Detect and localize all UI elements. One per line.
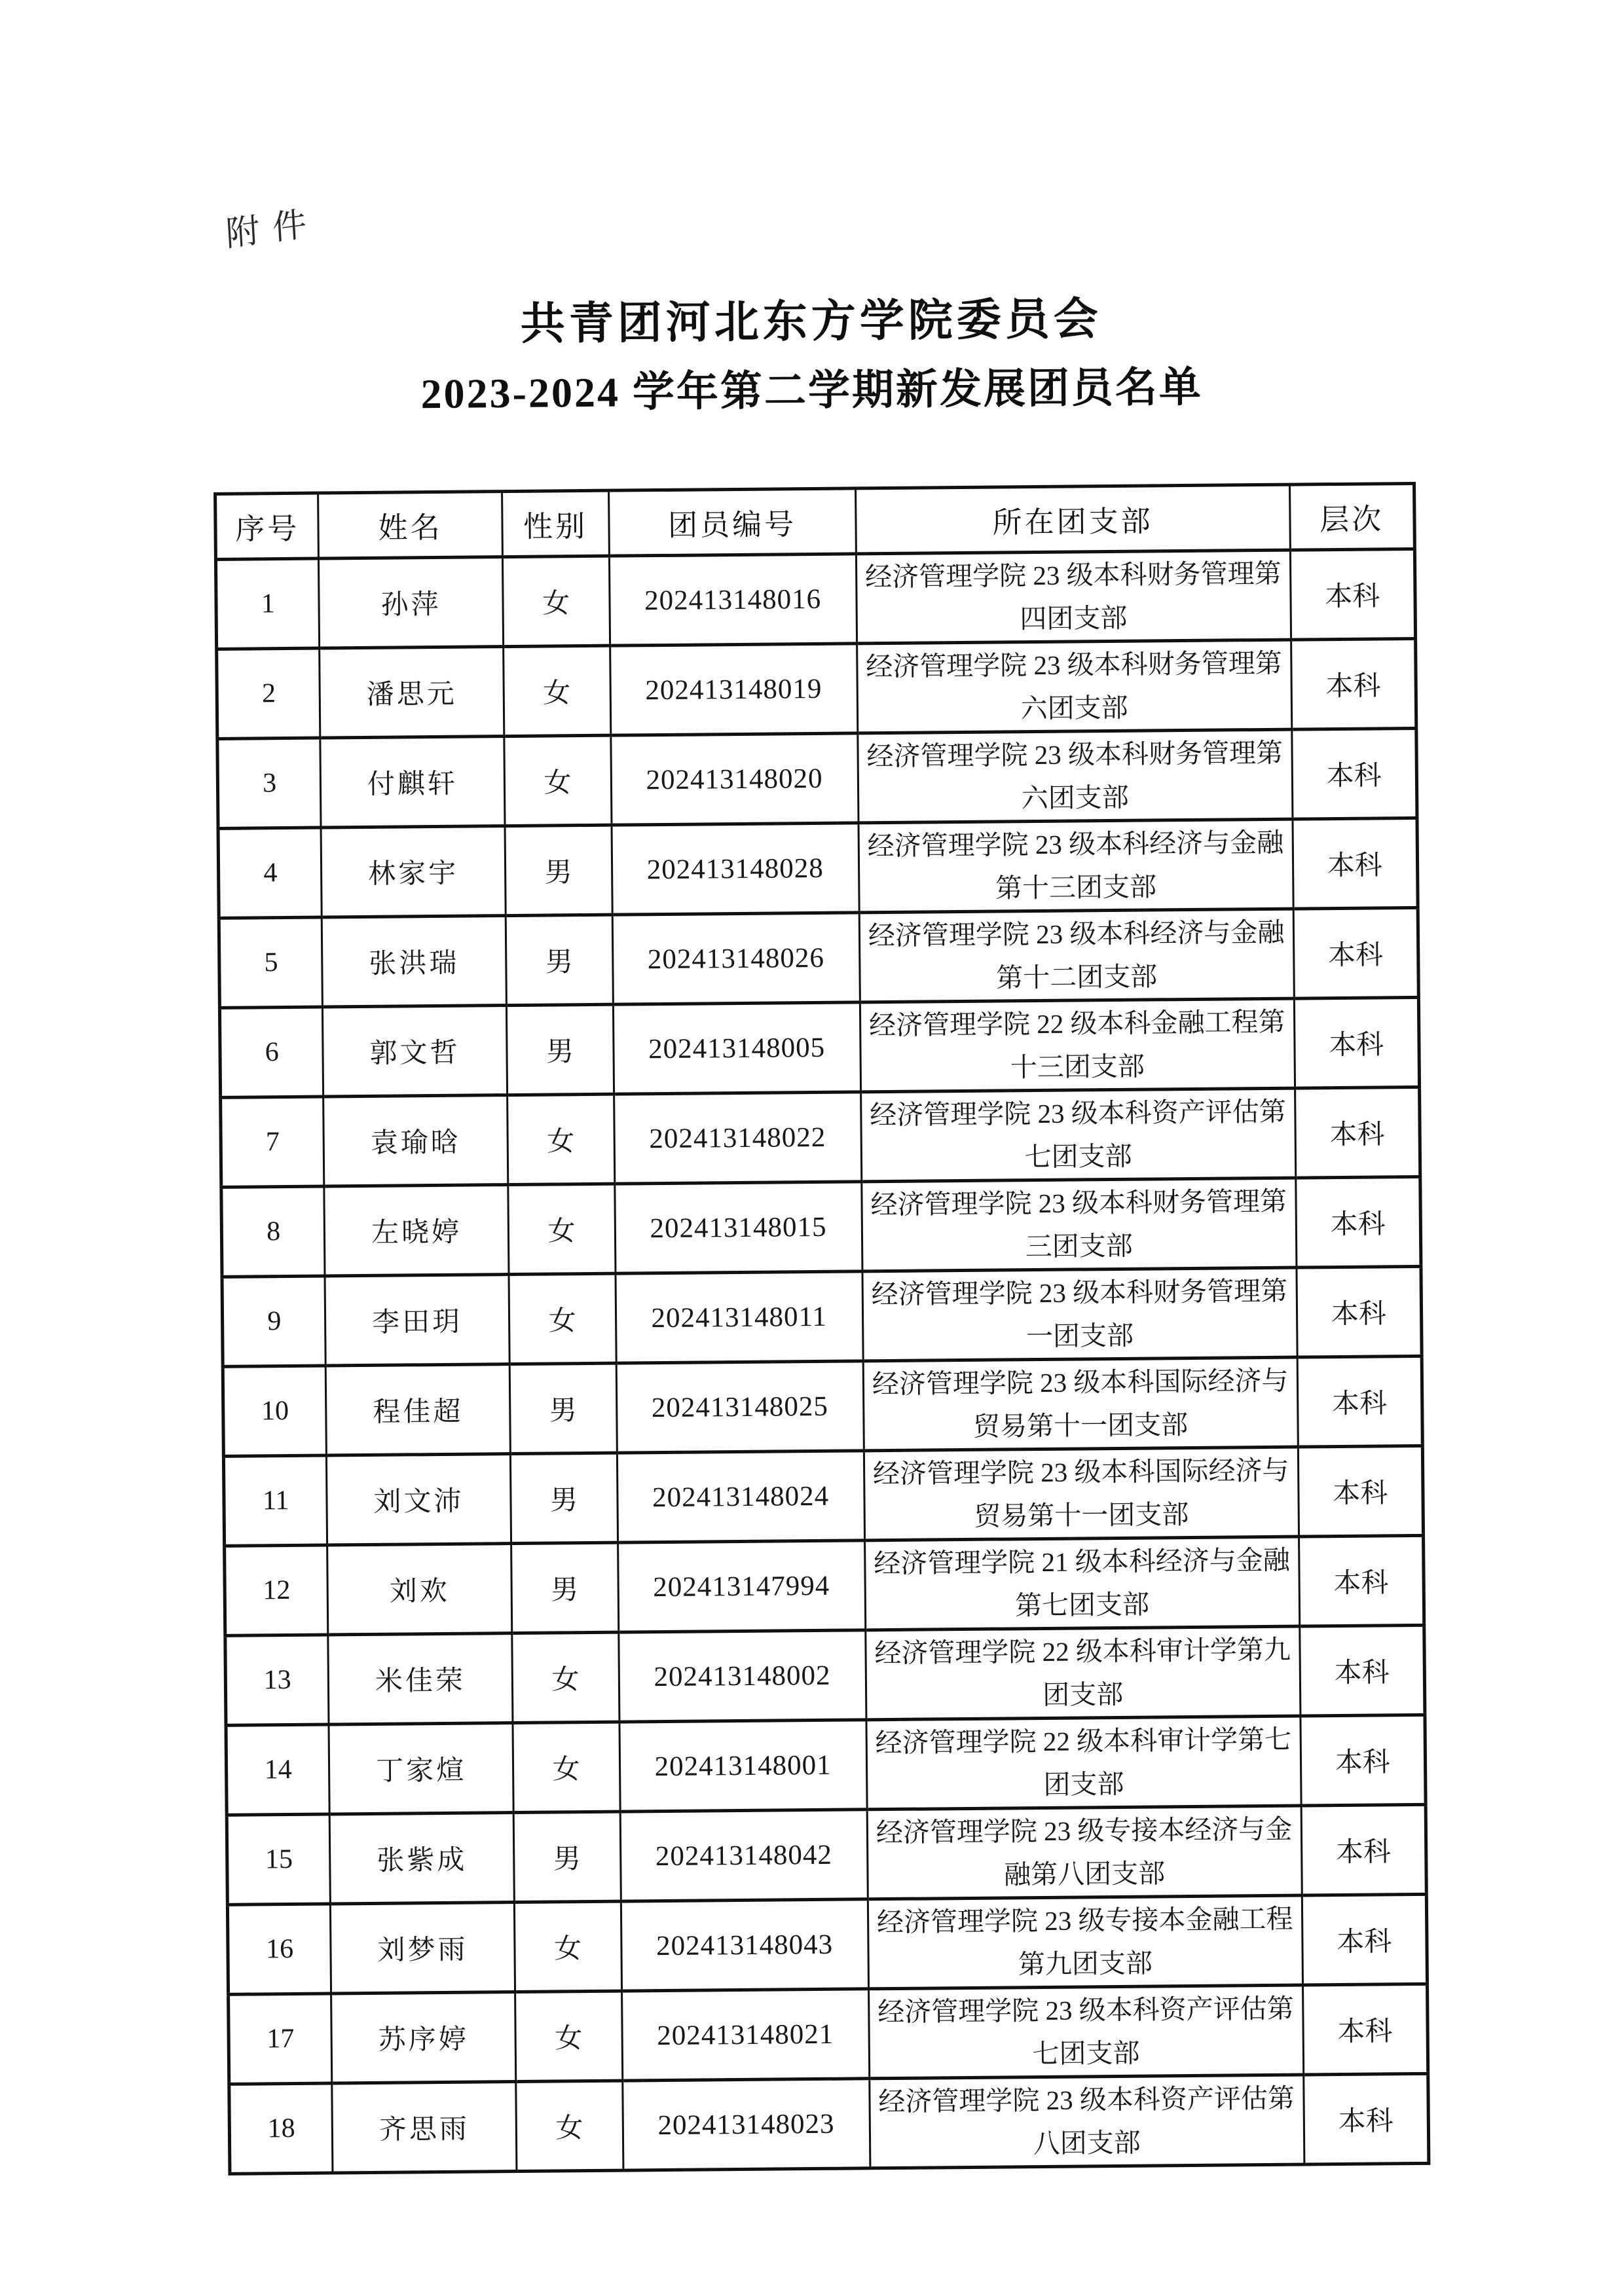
members-table xyxy=(213,482,1430,2176)
cell-branch: 经济管理学院 23 级本科国际经济与贸易第十一团支部 xyxy=(864,1447,1299,1540)
table-row xyxy=(225,1625,1425,1725)
cell-level: 本科 xyxy=(1299,1535,1424,1626)
cell-member-id: 202413148043 xyxy=(621,1899,868,1991)
cell-gender: 男 xyxy=(511,1542,618,1633)
cell-no: 7 xyxy=(221,1097,325,1187)
cell-member-id: 202413148002 xyxy=(618,1630,866,1722)
table-row xyxy=(217,638,1416,738)
cell-name: 李田玥 xyxy=(325,1275,509,1366)
cell-branch: 经济管理学院 22 级本科审计学第七团支部 xyxy=(866,1716,1301,1810)
column-header-member-id: 团员编号 xyxy=(608,488,856,556)
cell-name: 张紫成 xyxy=(330,1813,514,1904)
column-header-no: 序号 xyxy=(215,493,319,559)
cell-branch: 经济管理学院 23 级本科经济与金融第十三团支部 xyxy=(858,819,1293,913)
cell-level: 本科 xyxy=(1299,1625,1425,1716)
cell-member-id: 202413148016 xyxy=(609,554,857,646)
table-header-row xyxy=(215,483,1415,559)
cell-name: 程佳超 xyxy=(326,1364,510,1455)
cell-member-id: 202413148020 xyxy=(610,733,858,825)
cell-name: 苏序婷 xyxy=(331,1992,515,2083)
cell-gender: 男 xyxy=(510,1453,618,1543)
cell-no: 5 xyxy=(219,917,323,1008)
cell-gender: 男 xyxy=(513,1812,621,1902)
cell-no: 12 xyxy=(225,1545,329,1635)
cell-no: 14 xyxy=(226,1724,330,1815)
cell-branch: 经济管理学院 23 级本科资产评估第七团支部 xyxy=(860,1088,1295,1182)
document-subtitle: 2023-2024 学年第二学期新发展团员名单 xyxy=(420,363,1204,418)
cell-member-id: 202413148005 xyxy=(613,1002,860,1094)
cell-member-id: 202413148015 xyxy=(614,1182,862,1273)
cell-level: 本科 xyxy=(1297,1356,1423,1447)
cell-name: 孙萍 xyxy=(319,557,503,648)
cell-no: 9 xyxy=(222,1276,326,1366)
table-row xyxy=(229,2073,1429,2174)
attachment-label: 附件 xyxy=(225,204,321,254)
cell-branch: 经济管理学院 23 级本科财务管理第一团支部 xyxy=(862,1267,1297,1361)
cell-no: 8 xyxy=(221,1186,325,1277)
cell-branch: 经济管理学院 23 级本科财务管理第六团支部 xyxy=(858,729,1293,823)
cell-member-id: 202413148026 xyxy=(612,913,860,1004)
cell-gender: 女 xyxy=(503,646,610,736)
table-row xyxy=(221,1087,1420,1187)
cell-no: 18 xyxy=(229,2083,333,2174)
cell-name: 潘思元 xyxy=(320,647,504,738)
cell-name: 刘欢 xyxy=(327,1544,511,1635)
table-row xyxy=(222,1266,1422,1366)
cell-gender: 女 xyxy=(507,1094,614,1184)
cell-gender: 女 xyxy=(513,1722,620,1812)
table-row xyxy=(225,1535,1424,1635)
cell-name: 张洪瑞 xyxy=(322,916,506,1007)
cell-level: 本科 xyxy=(1293,818,1418,909)
cell-level: 本科 xyxy=(1290,549,1416,640)
cell-name: 林家宇 xyxy=(321,826,505,917)
table-row xyxy=(227,1894,1427,1994)
cell-member-id: 202413148001 xyxy=(619,1720,867,1812)
cell-member-id: 202413148042 xyxy=(620,1810,868,1901)
cell-level: 本科 xyxy=(1294,997,1420,1088)
cell-branch: 经济管理学院 23 级本科资产评估第七团支部 xyxy=(868,1985,1303,2079)
cell-name: 刘梦雨 xyxy=(331,1903,515,1994)
cell-level: 本科 xyxy=(1303,2073,1429,2164)
cell-branch: 经济管理学院 23 级本科资产评估第八团支部 xyxy=(869,2075,1304,2168)
table-row xyxy=(218,818,1418,918)
cell-no: 11 xyxy=(223,1455,327,1546)
table-row xyxy=(223,1446,1423,1546)
cell-level: 本科 xyxy=(1296,1266,1422,1357)
cell-name: 袁瑜晗 xyxy=(323,1095,507,1186)
cell-no: 1 xyxy=(215,558,320,649)
table-row xyxy=(221,1176,1421,1277)
cell-gender: 女 xyxy=(507,1184,615,1274)
table-row xyxy=(217,728,1417,828)
cell-branch: 经济管理学院 23 级本科国际经济与贸易第十一团支部 xyxy=(863,1357,1298,1451)
cell-gender: 女 xyxy=(502,556,610,646)
cell-name: 左晓婷 xyxy=(324,1185,508,1276)
table-row xyxy=(226,1715,1426,1815)
table-row xyxy=(223,1356,1422,1456)
table-row xyxy=(229,1984,1428,2084)
column-header-gender: 性别 xyxy=(502,490,609,556)
table-row xyxy=(219,907,1418,1008)
cell-level: 本科 xyxy=(1300,1715,1426,1806)
column-header-branch: 所在团支部 xyxy=(855,484,1290,554)
cell-no: 6 xyxy=(219,1007,323,1097)
cell-member-id: 202413148022 xyxy=(614,1092,861,1184)
cell-name: 郭文哲 xyxy=(323,1006,507,1097)
cell-branch: 经济管理学院 23 级本科经济与金融第十二团支部 xyxy=(859,909,1294,1002)
cell-level: 本科 xyxy=(1291,728,1417,819)
member-table-body xyxy=(215,549,1428,2174)
table-row xyxy=(215,549,1415,649)
cell-no: 3 xyxy=(217,738,322,828)
cell-member-id: 202413148023 xyxy=(622,2079,870,2170)
cell-member-id: 202413148011 xyxy=(616,1271,863,1363)
document-title-block xyxy=(206,291,1418,420)
cell-level: 本科 xyxy=(1302,1984,1428,2075)
cell-gender: 女 xyxy=(515,1991,622,2081)
cell-no: 2 xyxy=(217,648,321,738)
cell-gender: 男 xyxy=(505,825,612,915)
cell-name: 丁家煊 xyxy=(329,1723,513,1814)
cell-level: 本科 xyxy=(1295,1087,1420,1178)
cell-member-id: 202413148024 xyxy=(617,1451,864,1542)
cell-member-id: 202413147994 xyxy=(618,1540,865,1632)
cell-no: 13 xyxy=(225,1635,329,1725)
cell-no: 15 xyxy=(227,1814,331,1904)
cell-level: 本科 xyxy=(1291,638,1416,729)
cell-level: 本科 xyxy=(1302,1894,1428,1985)
cell-gender: 女 xyxy=(515,2081,623,2171)
cell-member-id: 202413148025 xyxy=(616,1361,864,1453)
cell-no: 17 xyxy=(229,1994,333,2084)
cell-no: 10 xyxy=(223,1366,327,1456)
cell-branch: 经济管理学院 23 级专接本经济与金融第八团支部 xyxy=(867,1806,1302,1899)
document-title: 共青团河北东方学院委员会 xyxy=(520,294,1103,349)
cell-no: 4 xyxy=(218,828,322,918)
cell-level: 本科 xyxy=(1293,907,1419,998)
cell-branch: 经济管理学院 23 级专接本金融工程第九团支部 xyxy=(868,1895,1302,1989)
cell-no: 16 xyxy=(227,1904,331,1994)
cell-member-id: 202413148021 xyxy=(621,1989,869,2081)
table-row xyxy=(227,1804,1426,1904)
cell-branch: 经济管理学院 22 级本科金融工程第十三团支部 xyxy=(860,998,1295,1092)
cell-gender: 男 xyxy=(509,1363,617,1453)
column-header-level: 层次 xyxy=(1289,483,1414,550)
cell-branch: 经济管理学院 23 级本科财务管理第三团支部 xyxy=(862,1178,1297,1271)
cell-level: 本科 xyxy=(1298,1446,1424,1537)
cell-name: 齐思雨 xyxy=(332,2082,516,2173)
cell-gender: 女 xyxy=(509,1273,616,1364)
column-header-name: 姓名 xyxy=(318,492,502,558)
cell-member-id: 202413148019 xyxy=(610,644,857,735)
cell-name: 米佳荣 xyxy=(328,1633,512,1724)
cell-level: 本科 xyxy=(1295,1176,1421,1267)
cell-gender: 女 xyxy=(511,1632,619,1722)
cell-branch: 经济管理学院 23 级本科财务管理第四团支部 xyxy=(856,550,1291,644)
cell-level: 本科 xyxy=(1301,1804,1427,1895)
table-row xyxy=(219,997,1419,1097)
cell-name: 刘文沛 xyxy=(327,1454,511,1545)
cell-branch: 经济管理学院 23 级本科财务管理第六团支部 xyxy=(857,640,1291,733)
cell-name: 付麒轩 xyxy=(320,737,504,828)
cell-branch: 经济管理学院 22 级本科审计学第九团支部 xyxy=(865,1626,1300,1720)
cell-member-id: 202413148028 xyxy=(612,823,859,915)
cell-gender: 女 xyxy=(514,1901,621,1992)
cell-gender: 男 xyxy=(506,1004,614,1095)
cell-gender: 女 xyxy=(504,735,611,826)
cell-branch: 经济管理学院 21 级本科经济与金融第七团支部 xyxy=(864,1537,1299,1630)
cell-gender: 男 xyxy=(506,915,613,1005)
